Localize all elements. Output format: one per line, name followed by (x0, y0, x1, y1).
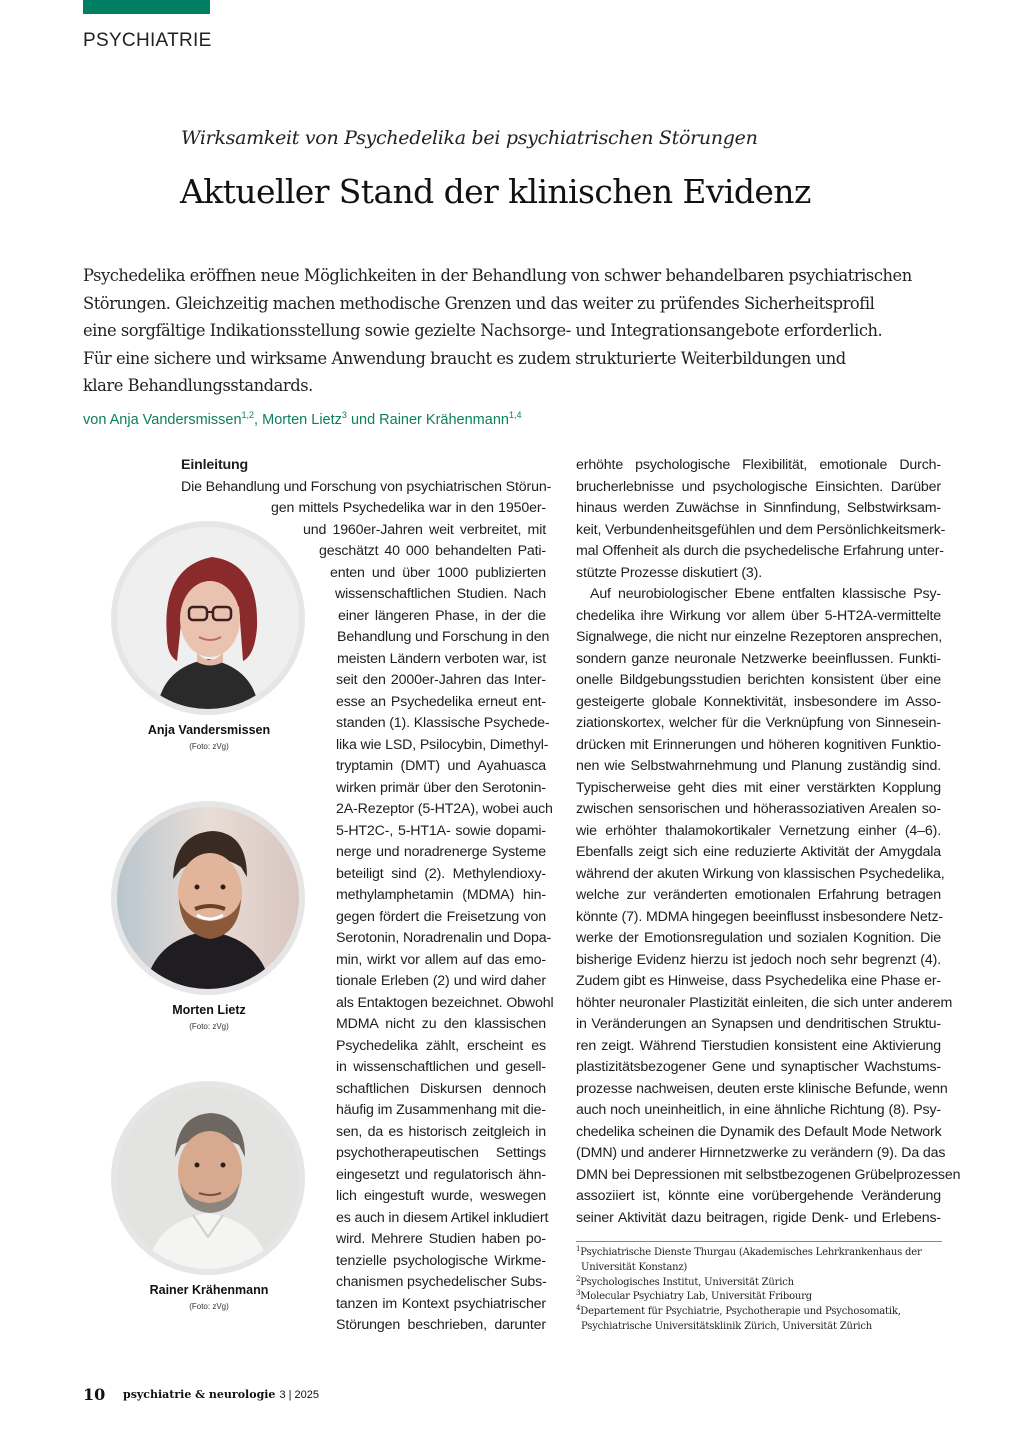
page-number: 10 (83, 1385, 106, 1404)
body-line: 5-HT2C-, 5-HT1A- sowie dopami- (336, 822, 546, 839)
body-line: chedelika ihre Wirkung vor allem über 5-HT2A-vermittelte (576, 607, 941, 624)
photo-credit: (Foto: zVg) (189, 1022, 229, 1031)
body-line: einer längeren Phase, in der die (338, 607, 546, 624)
article-lead (83, 262, 933, 400)
body-line: lich eingestuft wurde, weswegen (336, 1188, 546, 1204)
footnote-number: 3 (576, 1289, 581, 1298)
footnote (576, 1290, 956, 1305)
body-line: beteiligt sind (2). Methylendioxy- (336, 865, 546, 882)
footnote-number: 4 (576, 1304, 581, 1313)
body-line: gesteigerte globale Konnektivität, insbesondere im Asso- (576, 693, 941, 710)
byline-separator: , (254, 412, 263, 428)
body-line: ren zeigt. Während Tierstudien konsistent eine Aktivierung (576, 1037, 941, 1054)
page-footer (83, 1385, 319, 1404)
body-line: enten und über 1000 publizierten (330, 564, 546, 581)
body-line: 2A-Rezeptor (5-HT2A), wobei auch (336, 801, 553, 817)
body-line: welche zur veränderten emotionalen Erfahrung betragen (576, 887, 941, 903)
body-line: nerge und noradrenerge Systeme (336, 844, 546, 860)
section-label: PSYCHIATRIE (83, 30, 212, 51)
body-line: in Veränderungen an Synapsen und dendritischen Struktu- (576, 1016, 941, 1032)
footnote-text: Departement für Psychiatrie, Psychotherapie und Psychosomatik, (580, 1306, 901, 1318)
lead-line: klare Behandlungsstandards. (83, 376, 313, 395)
body-line: zwischen sensorischen und höherassoziativen Arealen so- (576, 801, 941, 817)
section-heading: Einleitung (181, 457, 249, 473)
body-line: gegen fördert die Freisetzung von (336, 908, 546, 925)
footnote-number: 2 (576, 1274, 581, 1283)
photo-credit: (Foto: zVg) (189, 742, 229, 751)
journal-name: psychiatrie & neurologie (123, 1388, 276, 1401)
footnote (576, 1276, 956, 1291)
body-line: meisten Ländern verboten war, ist (337, 650, 546, 667)
body-line: häufig im Zusammenhang mit die- (336, 1102, 546, 1118)
body-column-1 (181, 455, 554, 1337)
body-line: könnte (7). MDMA hingegen beeinflusst insbesondere Netz- (576, 908, 943, 925)
footnote-text: Molecular Psychiatry Lab, Universität Fribourg (580, 1291, 812, 1303)
body-line: geschätzt 40 000 behandelten Pati- (319, 543, 546, 559)
body-line: Zudem gibt es Hinweise, dass Psychedelika eine Phase er- (576, 973, 941, 989)
affiliation-footnotes (576, 1246, 956, 1335)
body-line: plastizitätsbezogener Gene und synaptischer Wachstums- (576, 1059, 941, 1075)
lead-line: eine sorgfältige Indikationsstellung sowie gezielte Nachsorge- und Integrationsangebote erforderlich. (83, 321, 883, 340)
body-line: tenzielle psychologische Wirkme- (336, 1252, 546, 1269)
body-line: esse an Psychedelika erneut ent- (336, 693, 546, 710)
body-line: tanzen im Kontext psychiatrischer (336, 1295, 546, 1312)
body-line: methylamphetamin (MDMA) hin- (336, 887, 546, 903)
body-line: Störungen beschrieben, darunter (336, 1317, 546, 1333)
body-line: erhöhte psychologische Flexibilität, emotionale Durch- (576, 457, 941, 473)
body-line: Signalwege, die nicht nur einzelne Rezeptoren ansprechen, (576, 629, 943, 645)
footnote-text-continued: Psychiatrische Universitätsklinik Zürich, Universität Zürich (581, 1320, 873, 1332)
body-line: gen mittels Psychedelika war in den 1950er- (271, 500, 546, 516)
body-line: chedelika scheinen die Dynamik des Default Mode Network (576, 1123, 942, 1140)
body-line: Typischerweise geht dies mit einer verstärkten Kopplung (576, 779, 941, 796)
body-line: während der akuten Wirkung von klassischen Psychedelika, (576, 865, 945, 882)
author-link[interactable]: Morten Lietz (262, 412, 342, 428)
body-line: Psychedelika zählt, erscheint es (336, 1037, 546, 1054)
body-line: hinaus werden Zuwächse in Sinnfindung, Selbstwirksam- (576, 500, 941, 516)
lead-line: Psychedelika eröffnen neue Möglichkeiten in der Behandlung von schwer behandelbaren psychiatrischen (83, 266, 912, 285)
footnote (576, 1305, 956, 1320)
body-line: seit den 2000er-Jahren das Inter- (336, 672, 546, 688)
section-color-bar (83, 0, 210, 14)
journal-info (123, 1388, 319, 1401)
footnote-text: Psychiatrische Dienste Thurgau (Akademisches Lehrkrankenhaus der (580, 1247, 922, 1258)
affiliation-ref: 1,4 (508, 410, 522, 420)
footnote-number: 1 (576, 1245, 581, 1253)
author-link[interactable]: Anja Vandersmissen (109, 412, 242, 428)
body-line: eingesetzt und regulatorisch ähn- (336, 1166, 546, 1183)
body-line: als Entaktogen bezeichnet. Obwohl (336, 994, 554, 1011)
body-line: DMN bei Depressionen mit selbstbezogenen Grübelprozessen (576, 1166, 961, 1183)
body-line: höhter neuronaler Plastizität einleiten, die sich unter anderem (576, 994, 953, 1011)
body-line: und 1960er-Jahren weit verbreitet, mit (303, 521, 546, 538)
body-line: chanismen psychedelischer Subs- (336, 1274, 547, 1290)
byline (83, 412, 521, 428)
body-line: werke der Emotionsregulation und sozialen Kognition. Die (576, 930, 941, 946)
body-line: tionale Erleben (2) und wird daher (336, 973, 546, 989)
photo-caption-name: Morten Lietz (172, 1003, 246, 1017)
byline-separator: und (346, 412, 380, 428)
body-line: auch noch uneinheitlich, in eine ähnliche Richtung (8). Psy- (576, 1102, 941, 1118)
body-line: psychotherapeutischen Settings (336, 1145, 546, 1161)
body-line: wird. Mehrere Studien haben po- (336, 1231, 546, 1247)
article-kicker: Wirksamkeit von Psychedelika bei psychiatrischen Störungen (181, 127, 758, 149)
footnote-text-continued: Universität Konstanz) (581, 1261, 688, 1273)
body-line: Die Behandlung und Forschung von psychiatrischen Störun- (181, 478, 552, 495)
body-line: tryptamin (DMT) und Ayahuasca (336, 758, 546, 774)
author-link[interactable]: Rainer Krähenmann (379, 412, 509, 428)
body-line: stützte Prozesse diskutiert (3). (576, 564, 763, 581)
body-line: wissenschaftlichen Studien. Nach (335, 586, 546, 602)
body-line: Serotonin, Noradrenalin und Dopa- (336, 930, 552, 946)
body-line: min, wirkt vor allem auf das emo- (336, 951, 546, 968)
footnote-divider (576, 1241, 942, 1242)
body-line: Ebenfalls zeigt sich eine reduzierte Aktivität der Amygdala (576, 844, 941, 860)
body-line: Auf neurobiologischer Ebene entfalten klassische Psy- (590, 586, 941, 602)
lead-line: Für eine sichere und wirksame Anwendung braucht es zudem strukturierte Weiterbildungen und (83, 348, 846, 368)
body-line: es auch in diesem Artikel inkludiert (336, 1209, 549, 1226)
photo-credit: (Foto: zVg) (189, 1302, 229, 1311)
footnote (576, 1246, 956, 1261)
body-line: prozesse nachweisen, deuten erste klinische Befunde, wenn (576, 1080, 948, 1097)
body-line: bisherige Evidenz hierzu ist jedoch noch sehr begrenzt (4). (576, 951, 941, 968)
body-line: wie erhöhter thalamokortikaler Vernetzung einher (4–6). (576, 822, 941, 839)
body-line: mal Offenheit als durch die psychedelische Erfahrung unter- (576, 543, 944, 559)
body-line: ziationskortex, welcher für die Verknüpfung von Sinnesein- (576, 715, 941, 731)
body-line: wirken primär über den Serotonin- (336, 779, 546, 796)
body-line: drücken mit Erinnerungen und höheren kognitiven Funktio- (576, 736, 941, 753)
lead-line: Störungen. Gleichzeitig machen methodische Grenzen und das weiter zu prüfendes Sicherheitsprofil (83, 293, 875, 313)
body-line: keit, Verbundenheitsgefühlen und dem Persönlichkeitsmerk- (576, 521, 946, 538)
body-line: MDMA nicht zu den klassischen (336, 1016, 546, 1032)
body-line: sen, da es historisch zeitgleich in (336, 1123, 546, 1140)
body-line: Behandlung und Forschung in den (337, 629, 550, 645)
body-line: onelle Bildgebungsstudien berichten konsistent über eine (576, 672, 941, 688)
body-line: in wissenschaftlichen und gesell- (336, 1059, 546, 1075)
journal-issue: 3 | 2025 (279, 1389, 319, 1401)
photo-caption-name: Anja Vandersmissen (147, 723, 271, 737)
body-line: assoziiert ist, könnte eine vorübergehende Veränderung (576, 1188, 941, 1204)
body-line: brucherlebnisse und psychologische Einsichten. Darüber (576, 478, 941, 495)
body-column-2 (576, 455, 961, 1229)
affiliation-ref: 3 (341, 410, 347, 420)
body-line: standen (1). Klassische Psychede- (336, 715, 550, 731)
body-line: lika wie LSD, Psilocybin, Dimethyl- (336, 736, 549, 753)
body-line: seiner Aktivität dazu beitragen, rigide Denk- und Erlebens- (576, 1209, 941, 1226)
photo-caption-name: Rainer Krähenmann (149, 1283, 269, 1297)
footnote-text: Psychologisches Institut, Universität Zürich (580, 1276, 794, 1288)
body-line: schaftlichen Diskursen dennoch (336, 1080, 546, 1097)
body-line: nen wie Selbstwahrnehmung und Planung zuständig sind. (576, 758, 941, 774)
article-title: Aktueller Stand der klinischen Evidenz (180, 172, 811, 211)
affiliation-ref: 1,2 (241, 410, 255, 420)
body-line: (DMN) und anderer Hirnnetzwerke zu verändern (9). Da das (576, 1145, 946, 1161)
byline-prefix: von (83, 412, 110, 428)
body-line: sondern ganze neuronale Netzwerke beeinflussen. Funkti- (576, 650, 941, 667)
